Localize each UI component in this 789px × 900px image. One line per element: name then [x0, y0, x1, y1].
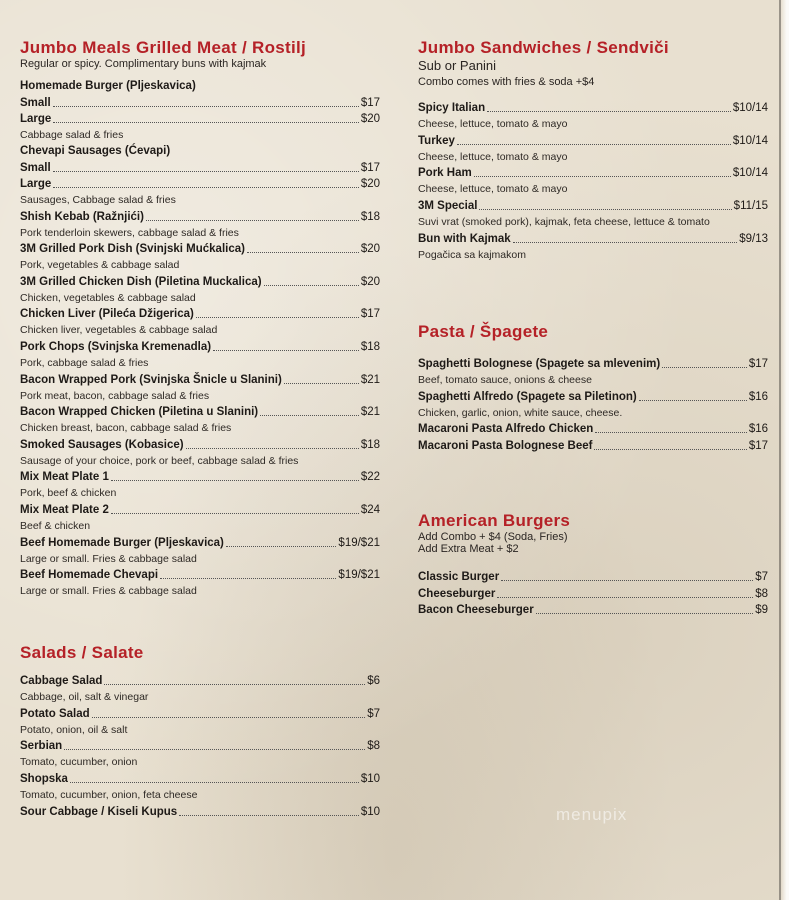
- menu-item-name: Beef Homemade Burger (Pljeskavica): [20, 536, 224, 549]
- menu-item: [20, 567, 380, 583]
- dot-leader: [479, 209, 731, 210]
- item-description: Cabbage, oil, salt & vinegar: [20, 691, 149, 704]
- section-title: Jumbo Sandwiches / Sendviči: [418, 38, 669, 57]
- dot-leader: [92, 717, 366, 718]
- section-title: American Burgers: [418, 511, 571, 530]
- menu-item-name: Serbian: [20, 740, 63, 753]
- menu-item-price: $8: [755, 587, 768, 600]
- item-description: Pork, beef & chicken: [20, 487, 117, 500]
- menu-item-price: $10: [360, 773, 380, 786]
- menu-item-name: Large: [20, 112, 52, 125]
- dot-leader: [226, 546, 337, 547]
- menu-item-price: $7: [367, 707, 380, 720]
- section-subtitle: Sub or Panini: [418, 58, 497, 73]
- menu-item: [20, 94, 380, 110]
- menu-item-price: $17: [748, 358, 768, 371]
- menu-item: [418, 585, 768, 601]
- dot-leader: [487, 111, 731, 112]
- menu-item-price: $18: [360, 341, 380, 354]
- menu-item: [20, 111, 380, 127]
- menu-item: [418, 602, 768, 618]
- menu-item-price: $20: [360, 178, 380, 191]
- menu-item: [418, 437, 768, 453]
- menu-item-name: Chicken Liver (Pileća Džigerica): [20, 308, 194, 321]
- dot-leader: [53, 122, 358, 123]
- section-subtitle: Regular or spicy. Complimentary buns with kajmak: [20, 58, 267, 70]
- menu-item: [20, 534, 380, 550]
- section-title: Jumbo Meals Grilled Meat / Rostilj: [20, 38, 307, 57]
- dot-leader: [186, 448, 359, 449]
- dot-leader: [70, 782, 359, 783]
- menu-item: [20, 159, 380, 175]
- menu-item: [20, 502, 380, 518]
- menu-item-name: Pork Ham: [418, 167, 472, 180]
- sandwiches-section: [418, 38, 768, 263]
- item-description: Tomato, cucumber, onion: [20, 756, 138, 769]
- item-description: Chicken breast, bacon, cabbage salad & fries: [20, 422, 232, 435]
- menu-item-price: $21: [360, 406, 380, 419]
- menu-item: [418, 165, 768, 181]
- dot-leader: [111, 513, 359, 514]
- item-description: Potato, onion, oil & salt: [20, 723, 128, 736]
- menu-item: [20, 803, 380, 819]
- menu-item-name: Shopska: [20, 773, 68, 786]
- menu-item: [20, 176, 380, 192]
- burgers-section: [418, 511, 768, 618]
- dot-leader: [594, 449, 746, 450]
- menu-group-header: Homemade Burger (Pljeskavica): [20, 80, 196, 92]
- menu-item-name: 3M Grilled Chicken Dish (Piletina Muckalica): [20, 275, 262, 288]
- menu-item-price: $19/$21: [338, 536, 380, 549]
- menu-item-price: $22: [360, 471, 380, 484]
- dot-leader: [497, 597, 753, 598]
- item-description: Pork, cabbage salad & fries: [20, 357, 149, 370]
- menu-item: [20, 241, 380, 257]
- menu-item: [20, 673, 380, 689]
- item-description: Pork tenderloin skewers, cabbage salad & fries: [20, 226, 239, 239]
- item-description: Cabbage salad & fries: [20, 128, 124, 141]
- item-description: Pork, vegetables & cabbage salad: [20, 259, 180, 272]
- menu-item-name: Pork Chops (Svinjska Kremenadla): [20, 341, 212, 354]
- item-description: Suvi vrat (smoked pork), kajmak, feta cheese, lettuce & tomato: [418, 216, 710, 229]
- dot-leader: [247, 252, 359, 253]
- menu-item-price: $17: [748, 439, 768, 452]
- dot-leader: [53, 106, 359, 107]
- menu-item-name: Mix Meat Plate 1: [20, 471, 109, 484]
- menu-item: [418, 421, 768, 437]
- menu-item: [418, 356, 768, 372]
- item-description: Sausage of your choice, pork or beef, cabbage salad & fries: [20, 454, 299, 467]
- menu-item: [20, 469, 380, 485]
- menu-item: [20, 771, 380, 787]
- menu-item-price: $10/14: [732, 167, 768, 180]
- menu-item-name: Macaroni Pasta Alfredo Chicken: [418, 423, 594, 436]
- menu-item: [20, 404, 380, 420]
- item-description: Beef, tomato sauce, onions & cheese: [418, 374, 592, 387]
- menu-item: [418, 569, 768, 585]
- dot-leader: [196, 317, 359, 318]
- menu-item-name: Bacon Cheeseburger: [418, 603, 534, 616]
- menu-item-price: $21: [360, 373, 380, 386]
- menu-item-price: $19/$21: [338, 569, 380, 582]
- menu-item: [418, 389, 768, 405]
- menu-item-name: Smoked Sausages (Kobasice): [20, 438, 184, 451]
- menu-item-name: 3M Grilled Pork Dish (Svinjski Mućkalica): [20, 243, 245, 256]
- menu-item-price: $8: [367, 740, 380, 753]
- jumbo-meals-section: [20, 38, 380, 600]
- dot-leader: [104, 684, 365, 685]
- salads-section: [20, 643, 380, 820]
- burgers-list: [418, 569, 768, 618]
- menu-item-name: Shish Kebab (Ražnjići): [20, 210, 144, 223]
- salads-list: [20, 673, 380, 820]
- menu-item-price: $17: [360, 161, 380, 174]
- pasta-list: [418, 356, 768, 454]
- menu-item-name: Bun with Kajmak: [418, 232, 511, 245]
- dot-leader: [501, 580, 753, 581]
- dot-leader: [474, 176, 731, 177]
- page-edge: [781, 0, 789, 900]
- menu-item: [20, 306, 380, 322]
- dot-leader: [213, 350, 359, 351]
- item-description: Sausages, Cabbage salad & fries: [20, 194, 176, 207]
- menu-item-price: $16: [748, 423, 768, 436]
- item-description: Pork meat, bacon, cabbage salad & fries: [20, 389, 210, 402]
- menu-item-price: $20: [360, 275, 380, 288]
- menu-item-price: $18: [360, 438, 380, 451]
- menu-item-name: Large: [20, 178, 52, 191]
- menu-item: [20, 706, 380, 722]
- menu-item-name: Turkey: [418, 134, 455, 147]
- section-note: Add Extra Meat + $2: [418, 543, 519, 555]
- dot-leader: [179, 815, 359, 816]
- menu-item: [20, 738, 380, 754]
- pasta-section: [418, 322, 768, 454]
- menu-item-name: Bacon Wrapped Chicken (Piletina u Slanini): [20, 406, 259, 419]
- dot-leader: [111, 480, 359, 481]
- menu-item-price: $16: [748, 390, 768, 403]
- dot-leader: [513, 242, 738, 243]
- sandwiches-list: [418, 100, 768, 263]
- menu-item: [418, 230, 768, 246]
- menu-item: [20, 339, 380, 355]
- dot-leader: [146, 220, 359, 221]
- menu-item-name: Sour Cabbage / Kiseli Kupus: [20, 805, 178, 818]
- item-description: Large or small. Fries & cabbage salad: [20, 552, 197, 565]
- menu-item-price: $18: [360, 210, 380, 223]
- watermark: menupix: [556, 805, 628, 824]
- menu-item-name: Small: [20, 96, 51, 109]
- section-note: Add Combo + $4 (Soda, Fries): [418, 531, 568, 543]
- menu-group-header: Chevapi Sausages (Ćevapi): [20, 145, 171, 158]
- menu-item-name: Small: [20, 161, 51, 174]
- item-description: Cheese, lettuce, tomato & mayo: [418, 183, 568, 196]
- menu-item-price: $6: [367, 675, 380, 688]
- menu-item-name: Cabbage Salad: [20, 675, 103, 688]
- section-note: Combo comes with fries & soda +$4: [418, 76, 595, 88]
- menu-item-price: $10: [360, 805, 380, 818]
- dot-leader: [457, 144, 731, 145]
- menu-item-price: $20: [360, 112, 380, 125]
- menu-item-name: Spicy Italian: [418, 102, 486, 115]
- section-title: Salads / Salate: [20, 643, 144, 662]
- menu-item: [418, 133, 768, 149]
- menu-item-price: $24: [360, 504, 380, 517]
- dot-leader: [160, 578, 336, 579]
- item-description: Chicken, vegetables & cabbage salad: [20, 291, 196, 304]
- dot-leader: [639, 400, 747, 401]
- dot-leader: [260, 415, 359, 416]
- menu-item-name: Mix Meat Plate 2: [20, 504, 109, 517]
- jumbo-meals-list: [20, 78, 380, 600]
- dot-leader: [595, 432, 746, 433]
- menu-item: [418, 100, 768, 116]
- menu-item-name: Spaghetti Alfredo (Spagete sa Piletinon): [418, 390, 637, 403]
- item-description: Cheese, lettuce, tomato & mayo: [418, 150, 568, 163]
- item-description: Cheese, lettuce, tomato & mayo: [418, 118, 568, 131]
- item-description: Chicken, garlic, onion, white sauce, cheese.: [418, 406, 623, 419]
- menu-item-price: $9/13: [739, 232, 768, 245]
- menu-item-price: $20: [360, 243, 380, 256]
- menu-item-name: Spaghetti Bolognese (Spagete sa mlevenim): [418, 358, 661, 371]
- menu-item-name: 3M Special: [418, 200, 478, 213]
- menu-item-price: $17: [360, 96, 380, 109]
- menu-item-price: $10/14: [732, 134, 768, 147]
- menu-item-price: $17: [360, 308, 380, 321]
- menu-item-name: Cheeseburger: [418, 587, 496, 600]
- dot-leader: [536, 613, 754, 614]
- menu-item-name: Bacon Wrapped Pork (Svinjska Šnicle u Slanini): [20, 373, 282, 386]
- item-description: Large or small. Fries & cabbage salad: [20, 585, 197, 598]
- menu-item: [418, 198, 768, 214]
- dot-leader: [64, 749, 365, 750]
- item-description: Pogačica sa kajmakom: [418, 248, 526, 261]
- dot-leader: [264, 285, 359, 286]
- menu-item-price: $9: [755, 603, 768, 616]
- item-description: Beef & chicken: [20, 520, 91, 533]
- menu-item: [20, 371, 380, 387]
- dot-leader: [662, 367, 747, 368]
- dot-leader: [284, 383, 359, 384]
- menu-item-price: $10/14: [732, 102, 768, 115]
- dot-leader: [53, 171, 359, 172]
- menu-item-name: Classic Burger: [418, 571, 500, 584]
- menu-item-price: $7: [755, 571, 768, 584]
- menu-item: [20, 437, 380, 453]
- item-description: Tomato, cucumber, onion, feta cheese: [20, 789, 198, 802]
- item-description: Chicken liver, vegetables & cabbage salad: [20, 324, 218, 337]
- section-title: Pasta / Špagete: [418, 322, 549, 341]
- menu-item-price: $11/15: [733, 200, 768, 213]
- menu-item: [20, 274, 380, 290]
- menu-item: [20, 208, 380, 224]
- dot-leader: [53, 187, 358, 188]
- menu-item-name: Potato Salad: [20, 707, 90, 720]
- menu-item-name: Macaroni Pasta Bolognese Beef: [418, 439, 593, 452]
- menu-item-name: Beef Homemade Chevapi: [20, 569, 159, 582]
